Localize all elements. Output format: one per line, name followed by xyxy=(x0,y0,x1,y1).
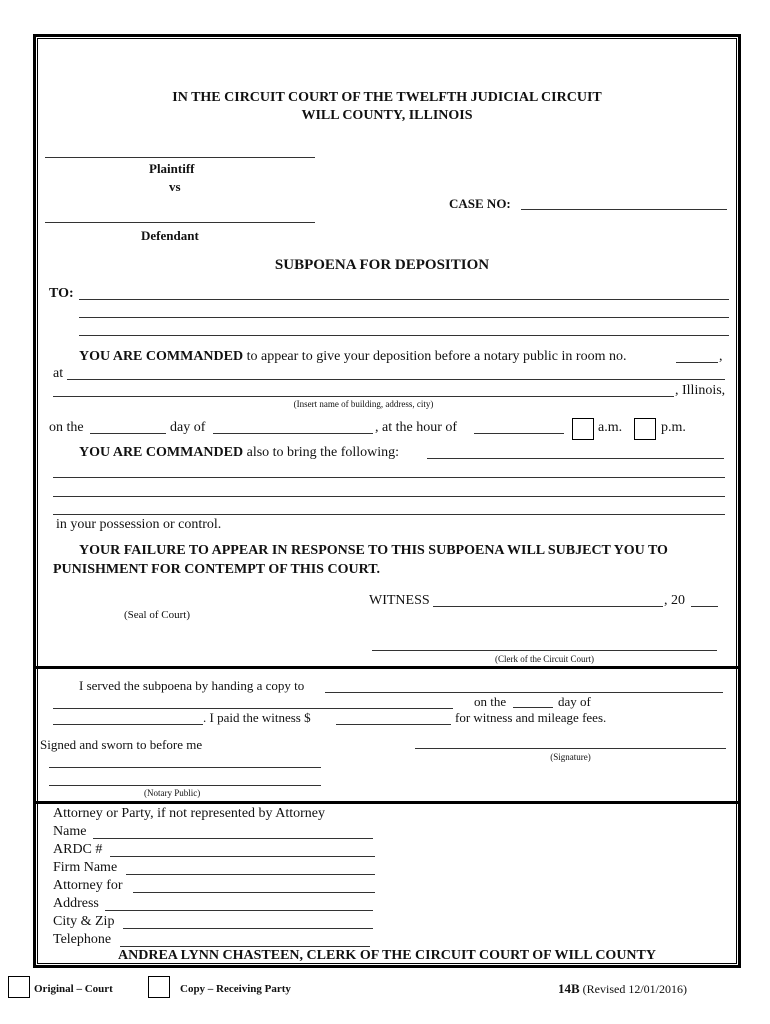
service-month-line[interactable] xyxy=(53,724,203,725)
ardc-label: ARDC # xyxy=(53,842,103,857)
command1-body: to appear to give your deposition before a notary public in room no. xyxy=(246,349,627,364)
service-day-line[interactable] xyxy=(513,707,553,708)
city-zip-line[interactable] xyxy=(123,928,373,929)
at-line[interactable] xyxy=(67,379,725,380)
command2-text xyxy=(79,445,399,461)
firm-name-label: Firm Name xyxy=(53,860,118,875)
original-court-checkbox[interactable] xyxy=(8,976,30,998)
command2-bold: YOU ARE COMMANDED xyxy=(79,445,244,460)
command1-text xyxy=(79,349,626,365)
on-the-label: on the xyxy=(49,420,84,435)
form-number-code: 14B xyxy=(558,981,580,996)
bring-line-2[interactable] xyxy=(53,477,725,478)
fees-text: for witness and mileage fees. xyxy=(455,710,607,725)
day-of-label: day of xyxy=(170,420,206,435)
command2-body: also to bring the following: xyxy=(246,445,400,460)
ardc-line[interactable] xyxy=(110,856,375,857)
court-name-line2: WILL COUNTY, ILLINOIS xyxy=(301,108,473,123)
attorney-address-line[interactable] xyxy=(105,910,373,911)
defendant-line[interactable] xyxy=(45,222,315,223)
seal-label: (Seal of Court) xyxy=(124,609,190,621)
to-line-3[interactable] xyxy=(79,335,729,336)
original-court-label: Original – Court xyxy=(34,983,113,995)
notary-hint: (Notary Public) xyxy=(144,788,201,798)
command1-bold: YOU ARE COMMANDED xyxy=(79,349,244,364)
bring-line-3[interactable] xyxy=(53,496,725,497)
section-divider xyxy=(33,666,741,669)
warning-line2: PUNISHMENT FOR CONTEMPT OF THIS COURT. xyxy=(53,562,380,577)
insert-hint: (Insert name of building, address, city) xyxy=(293,399,434,409)
paid-text: . I paid the witness $ xyxy=(203,710,311,725)
to-line-1[interactable] xyxy=(79,299,729,300)
city-zip-label: City & Zip xyxy=(53,914,115,929)
to-line-2[interactable] xyxy=(79,317,729,318)
copy-receiving-checkbox[interactable] xyxy=(148,976,170,998)
served-text: I served the subpoena by handing a copy to xyxy=(79,678,305,693)
am-label: a.m. xyxy=(598,420,623,435)
witness-line[interactable] xyxy=(433,606,663,607)
section-divider xyxy=(33,801,741,804)
year-line[interactable] xyxy=(691,606,718,607)
at-label: at xyxy=(53,366,64,381)
address-line[interactable] xyxy=(53,396,674,397)
room-no-comma: , xyxy=(719,349,723,364)
attorney-name-line[interactable] xyxy=(93,838,373,839)
service-day-of: day of xyxy=(558,694,591,709)
illinois-label: , Illinois, xyxy=(675,383,726,398)
hour-line[interactable] xyxy=(474,433,564,434)
notary-line-2[interactable] xyxy=(49,785,321,786)
sworn-text: Signed and sworn to before me xyxy=(40,737,203,752)
copy-receiving-label: Copy – Receiving Party xyxy=(180,983,291,995)
pm-label: p.m. xyxy=(661,420,686,435)
case-no-label: CASE NO: xyxy=(449,196,511,211)
defendant-label: Defendant xyxy=(141,228,199,243)
form-inner-border xyxy=(37,38,737,964)
telephone-label: Telephone xyxy=(53,932,112,947)
form-number xyxy=(558,981,687,997)
form-revised: (Revised 12/01/2016) xyxy=(582,982,687,996)
warning-line1: YOUR FAILURE TO APPEAR IN RESPONSE TO THIS SUBPOENA WILL SUBJECT YOU TO xyxy=(79,543,668,558)
bring-line-4[interactable] xyxy=(53,514,725,515)
witness-year: , 20 xyxy=(664,593,685,608)
address-label: Address xyxy=(53,896,99,911)
attorney-name-label: Name xyxy=(53,824,87,839)
witness-label: WITNESS xyxy=(369,593,430,608)
amount-line[interactable] xyxy=(336,724,451,725)
form-title: SUBPOENA FOR DEPOSITION xyxy=(274,257,490,273)
court-name-line1: IN THE CIRCUIT COURT OF THE TWELFTH JUDICIAL CIRCUIT xyxy=(172,90,602,105)
day-line[interactable] xyxy=(90,433,166,434)
signature-hint: (Signature) xyxy=(550,752,591,762)
plaintiff-line[interactable] xyxy=(45,157,315,158)
firm-name-line[interactable] xyxy=(126,874,375,875)
clerk-hint: (Clerk of the Circuit Court) xyxy=(495,654,594,664)
am-checkbox[interactable] xyxy=(572,418,594,440)
attorney-for-line[interactable] xyxy=(133,892,375,893)
attorney-for-label: Attorney for xyxy=(53,878,123,893)
vs-label: vs xyxy=(169,179,181,194)
bring-line-1[interactable] xyxy=(427,458,724,459)
pm-checkbox[interactable] xyxy=(634,418,656,440)
server-signature-line[interactable] xyxy=(415,748,726,749)
attorney-heading: Attorney or Party, if not represented by Attorney xyxy=(53,806,326,821)
notary-line-1[interactable] xyxy=(49,767,321,768)
clerk-signature-line[interactable] xyxy=(372,650,717,651)
service-on-the: on the xyxy=(474,694,507,709)
telephone-line[interactable] xyxy=(120,946,370,947)
possession-text: in your possession or control. xyxy=(56,517,222,532)
month-line[interactable] xyxy=(213,433,373,434)
served-address-line[interactable] xyxy=(53,708,453,709)
plaintiff-label: Plaintiff xyxy=(149,161,195,176)
clerk-footer: ANDREA LYNN CHASTEEN, CLERK OF THE CIRCUIT COURT OF WILL COUNTY xyxy=(118,948,656,963)
served-to-line[interactable] xyxy=(325,692,723,693)
hour-label: , at the hour of xyxy=(375,420,458,435)
room-no-line[interactable] xyxy=(676,362,718,363)
to-label: TO: xyxy=(49,286,74,301)
case-no-line[interactable] xyxy=(521,209,727,210)
